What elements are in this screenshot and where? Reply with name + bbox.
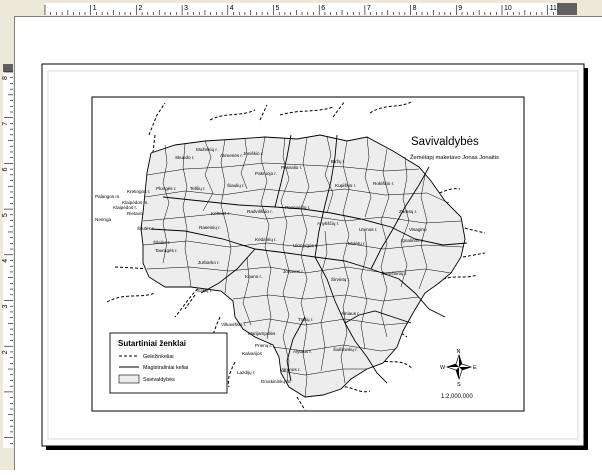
vertical-ruler-graphics (0, 16, 14, 470)
municipality-label: Jonavos r. (283, 269, 304, 274)
vertical-ruler[interactable] (0, 16, 15, 470)
municipality-label: Ukmergės r. (293, 243, 318, 248)
horizontal-ruler[interactable] (0, 0, 602, 17)
municipality-label: Lazdijų r. (237, 370, 256, 375)
municipality-label: Tauragės r. (155, 248, 178, 253)
municipality-label: Ignalinos r. (401, 238, 424, 243)
legend-railway-label: Geležinkeliai (143, 354, 174, 360)
municipality-label: Raseinių r. (199, 225, 221, 230)
municipality-label: Jurbarko r. (198, 260, 220, 265)
ruler-number: 2 (138, 5, 143, 12)
ruler-number: 7 (366, 5, 371, 12)
municipality-label: Molėtų r. (348, 241, 366, 246)
scale-text: 1:2,000,000 (441, 394, 473, 400)
municipality-label: Biržų r. (331, 159, 346, 164)
municipality-label: Kelmės r. (211, 211, 231, 216)
municipality-label: Kalvarijos (242, 351, 262, 356)
municipality-label: Utenos r. (359, 227, 378, 232)
ruler-number: 5 (275, 5, 280, 12)
ruler-number: 4 (2, 258, 9, 263)
municipality-label: Kauno r. (245, 274, 263, 279)
municipality-label: Kėdainių r. (255, 237, 277, 242)
ruler-number: 6 (321, 5, 326, 12)
municipality-label: Pakruojo r. (255, 171, 277, 176)
municipality-label: Prienų r. (255, 343, 273, 348)
municipality-label: Akmenės r. (220, 153, 243, 158)
ruler-number: 3 (184, 5, 189, 12)
municipality-label: Palangos m. (95, 194, 121, 199)
ruler-number: 8 (412, 5, 417, 12)
municipality-label: Joniškio r. (243, 151, 264, 156)
map-title: Savivaldybės (411, 136, 479, 148)
ruler-number: 11 (549, 5, 557, 12)
municipality-label: Švenčionių r. (381, 271, 408, 276)
ruler-end-marker (3, 64, 13, 72)
ruler-number: 5 (2, 213, 9, 218)
municipality-label: Šalčininkų r. (333, 347, 358, 352)
municipality-label: Širvintų r. (331, 277, 351, 282)
municipality-label: Skuodo r. (175, 155, 195, 160)
municipality-label: Marijampolės (248, 331, 276, 336)
legend-municipality-symbol (119, 375, 139, 383)
layout-canvas (15, 17, 602, 470)
map-frame[interactable] (92, 97, 524, 411)
municipality-label: Rokiškio r. (373, 181, 395, 186)
ruler-number: 2 (2, 350, 9, 355)
municipality-label: Rietavo (127, 211, 143, 216)
layout-workspace[interactable] (15, 17, 602, 470)
municipality-label: Neringa (95, 217, 112, 222)
ruler-number: 3 (2, 304, 9, 309)
ruler-page-strip (45, 3, 557, 15)
municipality-label: Kretingos r. (127, 189, 151, 194)
municipality-label: Alytaus r. (293, 349, 312, 354)
north-label: N (456, 349, 461, 355)
ruler-number: 1 (92, 5, 97, 12)
legend[interactable] (110, 333, 227, 393)
ruler-number: 8 (2, 76, 9, 80)
municipality-label: Šiaulių r. (227, 183, 245, 188)
municipality-label: Varėnos r. (280, 367, 301, 372)
municipality-label: Zarasų r. (399, 209, 418, 214)
municipality-label: Mažeikių r. (196, 147, 218, 152)
legend-highway-label: Magistraliniai keliai (143, 365, 189, 371)
ruler-number: 10 (504, 5, 512, 12)
ruler-number: 6 (2, 167, 9, 172)
municipality-label: Šilalės r. (153, 240, 171, 245)
map-subtitle: Žemėlapį maketavo Jonas Jonaitis (410, 155, 499, 161)
municipality-label: Radviliškio r. (247, 209, 273, 214)
legend-municipality-label: Savivaldybės (143, 377, 175, 383)
municipality-label: Telšių r. (190, 186, 206, 191)
municipality-label: Visagino (409, 227, 427, 232)
ruler-number: 4 (229, 5, 234, 12)
municipality-label: Šilutės r. (137, 226, 155, 231)
municipality-label: Plungės r. (156, 186, 177, 191)
municipality-label: Pasvalio r. (281, 165, 303, 170)
east-label: E (473, 365, 477, 371)
municipality-label: Panevėžio r. (285, 205, 311, 210)
horizontal-ruler-graphics (0, 0, 602, 16)
legend-title: Sutartiniai ženklai (118, 339, 187, 348)
municipality-label: Šakių r. (197, 288, 213, 293)
municipality-label: Kupiškio r. (335, 183, 357, 188)
municipality-label: Klaipėdos r. (113, 205, 138, 210)
municipality-label: Vilniaus r. (340, 311, 360, 316)
municipality-label: Anykščių r. (317, 221, 340, 226)
municipality-label: Vilkaviškio r. (221, 322, 247, 327)
municipality-label: Trakų r. (298, 317, 314, 322)
south-label: S (457, 382, 461, 388)
ruler-page-strip (3, 64, 13, 448)
west-label: W (440, 365, 446, 371)
ruler-end-marker (557, 3, 577, 15)
municipality-label: Druskininkų m. (261, 379, 292, 384)
ruler-number: 7 (2, 121, 9, 126)
municipality-label: Klaipėdos m. (122, 200, 149, 205)
ruler-number: 9 (458, 5, 463, 12)
